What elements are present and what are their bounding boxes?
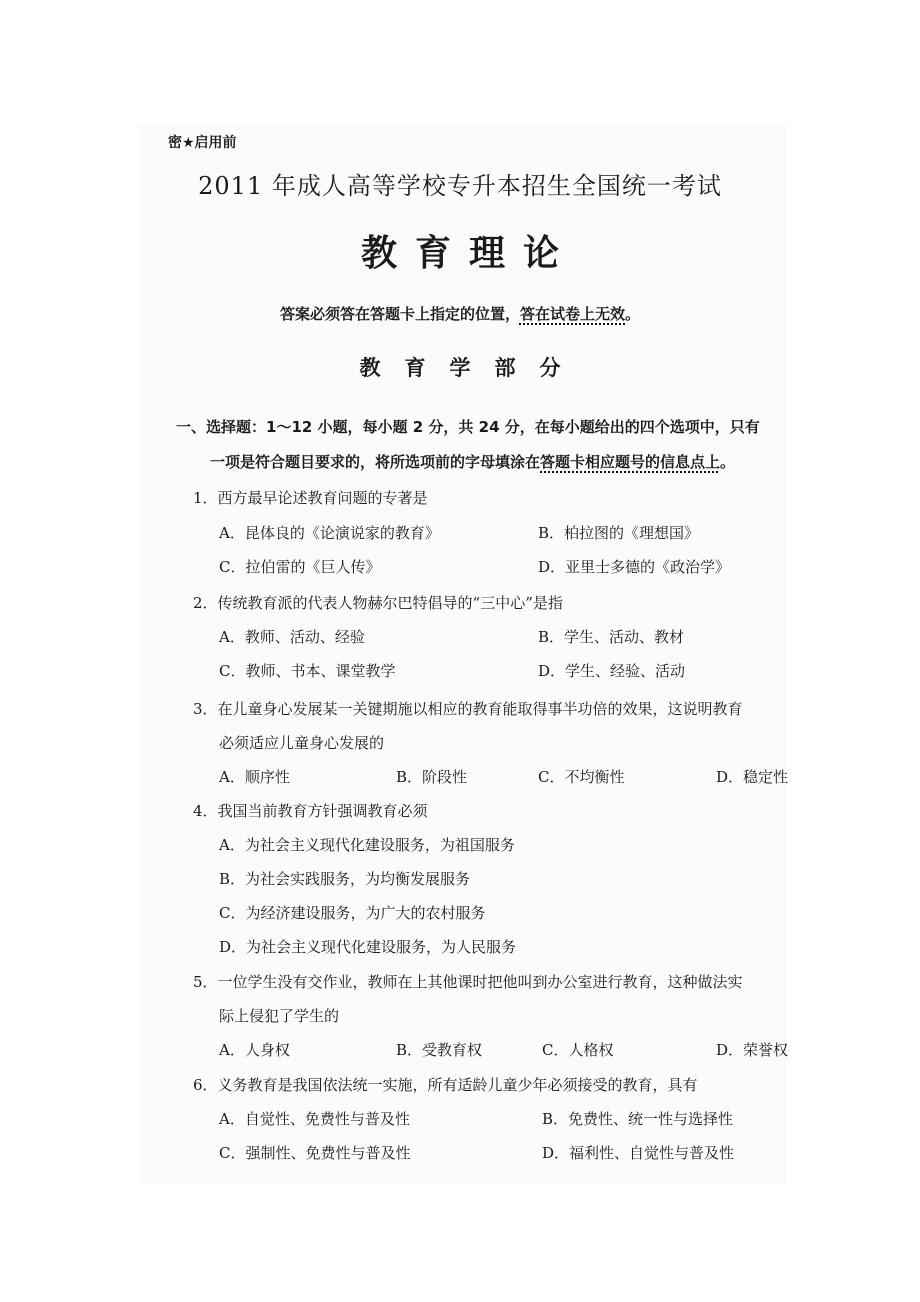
instructions-end: 。	[720, 453, 736, 471]
question-6-option-a: A．自觉性、免费性与普及性	[219, 1110, 410, 1128]
instructions-text: 一项是符合题目要求的，将所选项前的字母填涂在	[210, 453, 541, 471]
question-3-option-c: C．不均衡性	[538, 768, 625, 786]
scanned-page	[138, 124, 789, 1184]
question-6-option-b: B．免费性、统一性与选择性	[542, 1110, 734, 1128]
question-5-stem-continued: 际上侵犯了学生的	[219, 1007, 340, 1025]
question-6-stem: 6．义务教育是我国依法统一实施，所有适龄儿童少年必须接受的教育，具有	[193, 1076, 698, 1094]
question-3-option-b: B．阶段性	[396, 768, 468, 786]
question-4-option-d: D．为社会主义现代化建设服务，为人民服务	[219, 938, 517, 956]
question-6-option-d: D．福利性、自觉性与普及性	[542, 1144, 735, 1162]
question-2-stem: 2．传统教育派的代表人物赫尔巴特倡导的“三中心”是指	[193, 594, 563, 612]
instructions-emphasis: 答题卡相应题号的信息点上	[540, 453, 721, 471]
question-2-option-a: A．教师、活动、经验	[219, 628, 365, 646]
instructions-line-2	[210, 455, 735, 470]
confidential-label: 密★启用前	[168, 135, 237, 151]
question-4-option-b: B．为社会实践服务，为均衡发展服务	[219, 870, 471, 888]
question-5-option-c: C．人格权	[542, 1041, 614, 1059]
question-2-option-d: D．学生、经验、活动	[538, 662, 686, 680]
question-5-stem: 5．一位学生没有交作业，教师在上其他课时把他叫到办公室进行教育，这种做法实	[193, 973, 743, 991]
subject-title: 教育理论	[360, 233, 577, 274]
question-5-option-b: B．受教育权	[396, 1041, 483, 1059]
answer-notice	[0, 307, 920, 322]
question-4-option-c: C．为经济建设服务，为广大的农村服务	[219, 904, 486, 922]
question-6-option-c: C．强制性、免费性与普及性	[219, 1144, 411, 1162]
question-4-stem: 4．我国当前教育方针强调教育必须	[193, 802, 428, 820]
section-title: 教育学部分	[359, 356, 585, 380]
question-1-option-d: D．亚里士多德的《政治学》	[538, 558, 731, 576]
question-3-stem: 3．在儿童身心发展某一关键期施以相应的教育能取得事半功倍的效果，这说明教育	[193, 700, 743, 718]
notice-text: 答案必须答在答题卡上指定的位置，	[279, 305, 520, 323]
question-3-option-d: D．稳定性	[716, 768, 789, 786]
question-1-option-c: C．拉伯雷的《巨人传》	[219, 558, 381, 576]
question-3-option-a: A．顺序性	[219, 768, 290, 786]
question-1-stem: 1．西方最早论述教育问题的专著是	[193, 489, 428, 507]
instructions-line-1: 一、选择题：1～12 小题，每小题 2 分，共 24 分，在每小题给出的四个选项中，只有	[176, 418, 760, 436]
exam-title: 2011 年成人高等学校专升本招生全国统一考试	[198, 172, 722, 200]
question-2-option-c: C．教师、书本、课堂教学	[219, 662, 396, 680]
notice-end: 。	[625, 305, 641, 323]
question-1-option-b: B．柏拉图的《理想国》	[538, 524, 700, 542]
question-2-option-b: B．学生、活动、教材	[538, 628, 685, 646]
question-1-option-a: A．昆体良的《论演说家的教育》	[219, 524, 440, 542]
question-4-option-a: A．为社会主义现代化建设服务，为祖国服务	[219, 836, 515, 854]
question-5-option-a: A．人身权	[219, 1041, 290, 1059]
notice-emphasis: 答在试卷上无效	[519, 305, 625, 323]
question-3-stem-continued: 必须适应儿童身心发展的	[219, 734, 385, 752]
question-5-option-d: D．荣誉权	[716, 1041, 789, 1059]
